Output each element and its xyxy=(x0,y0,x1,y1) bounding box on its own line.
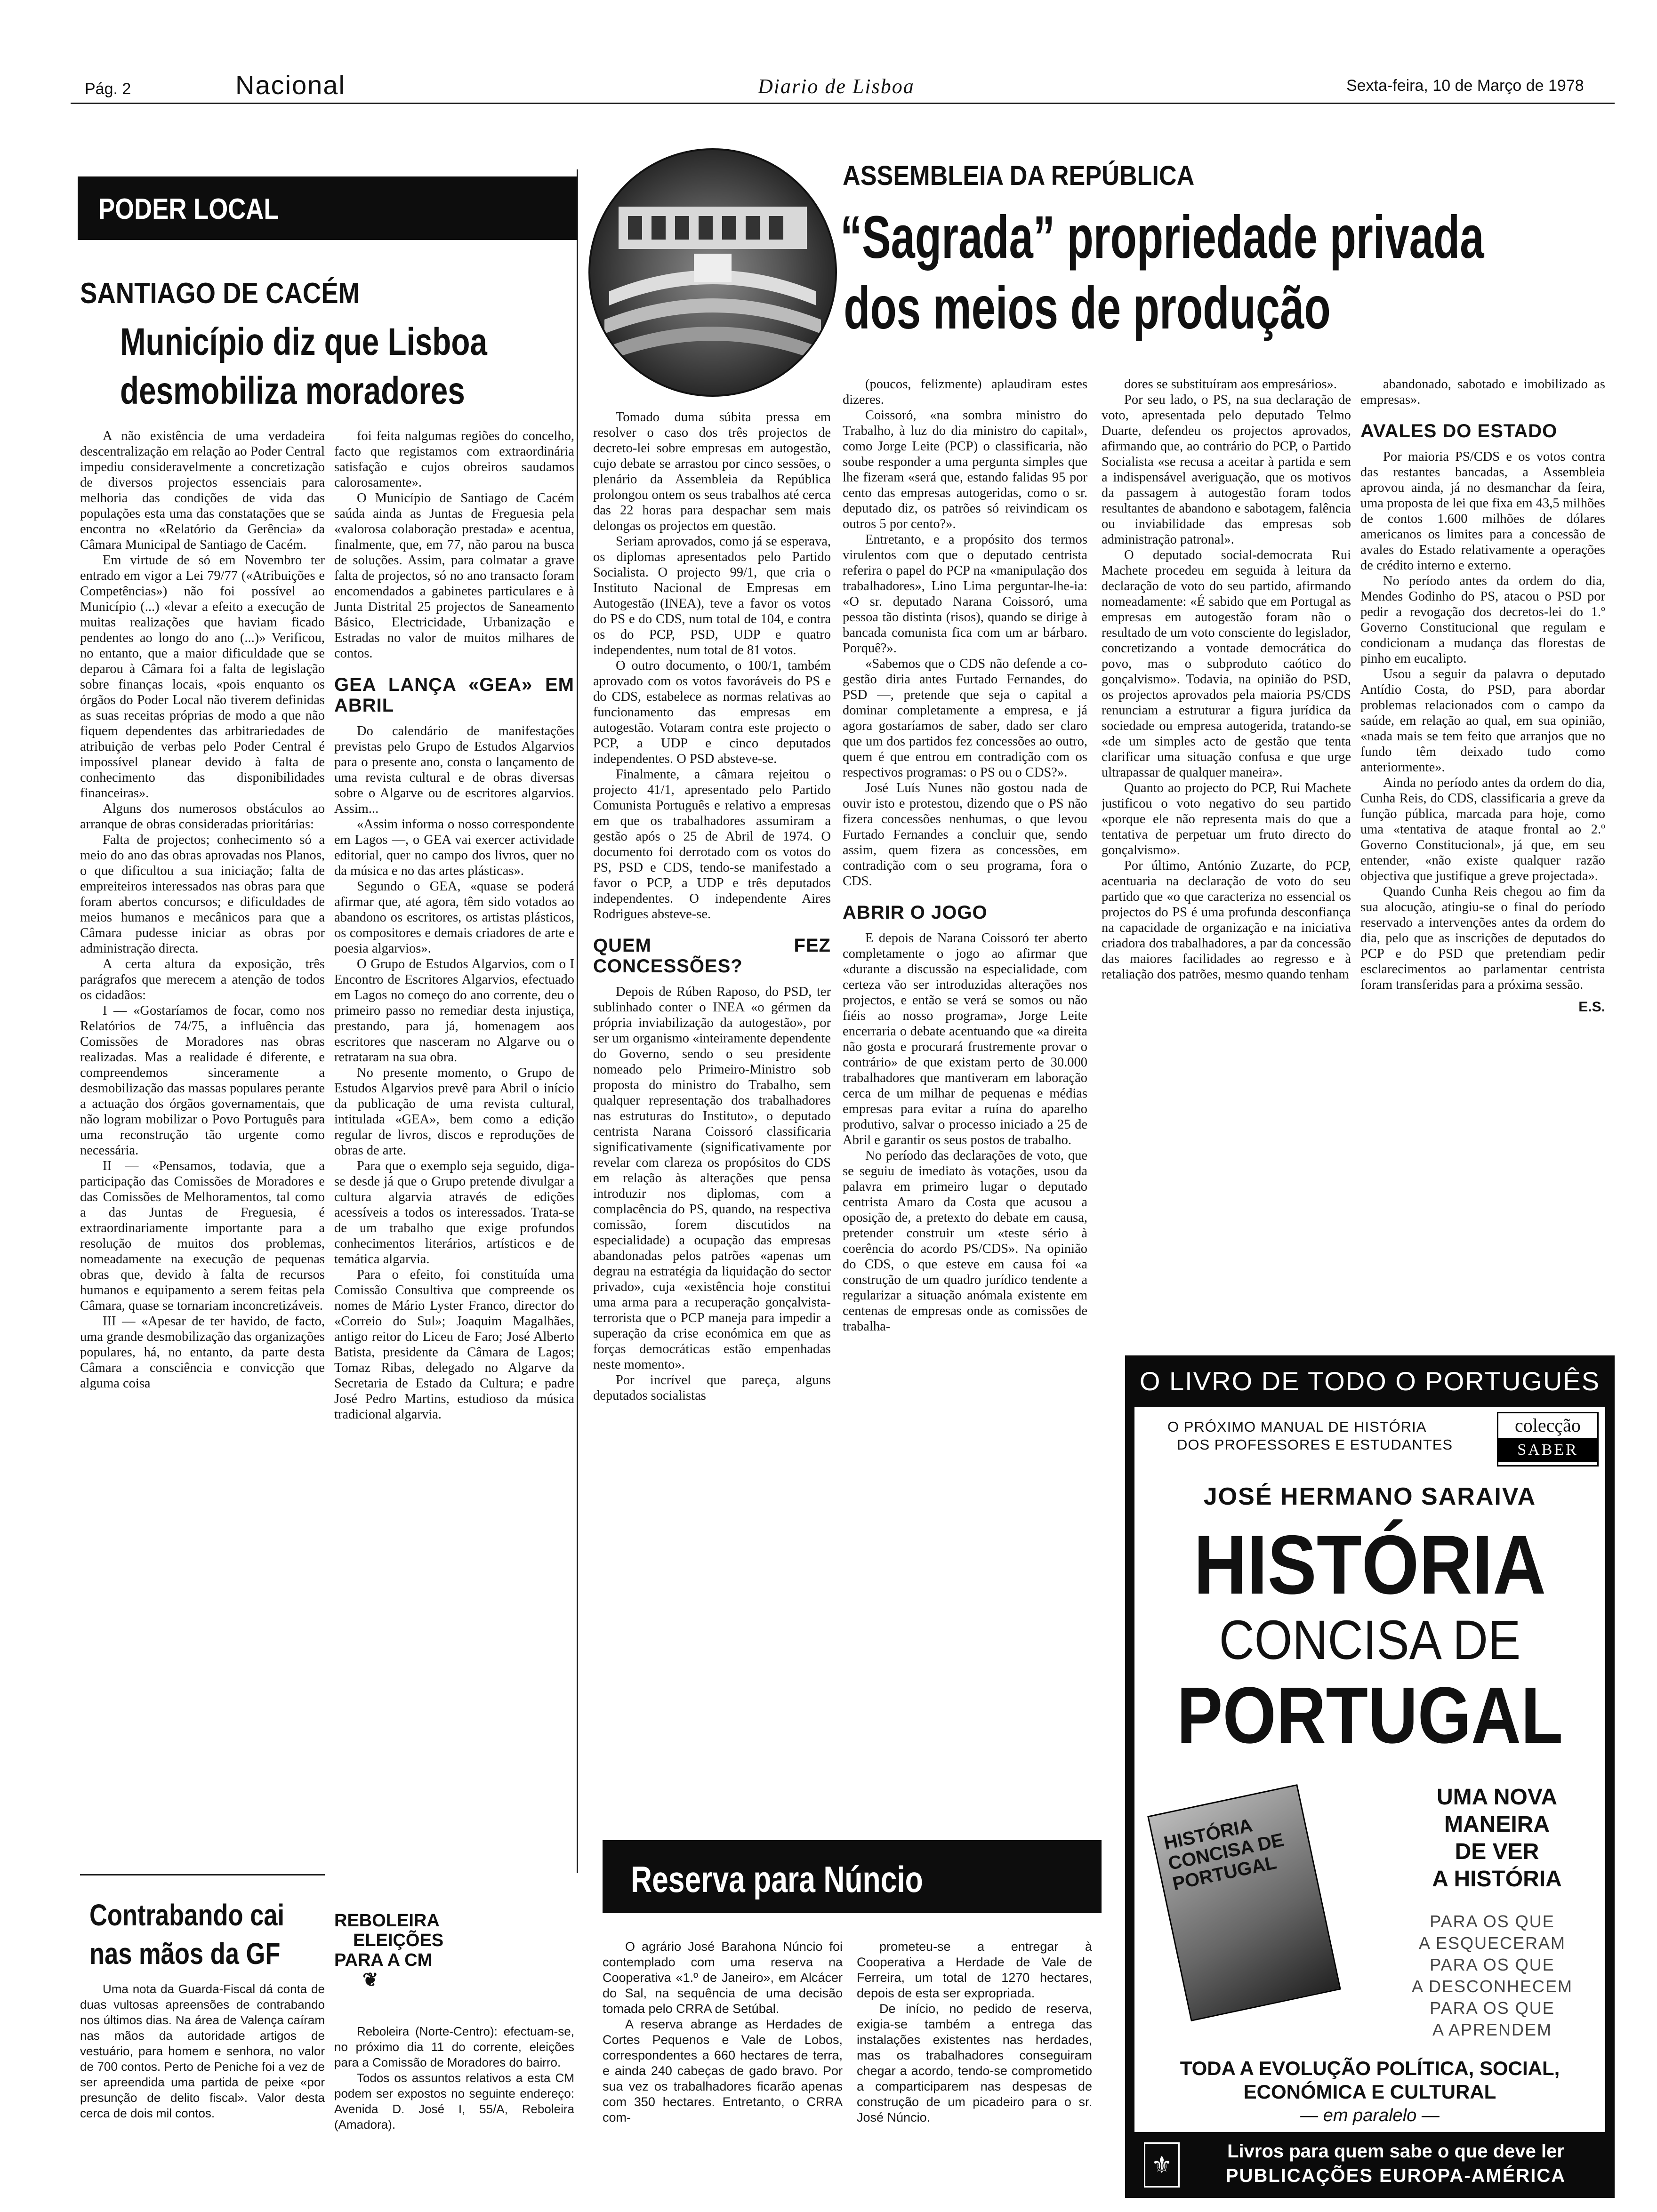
paragraph: Depois de Rúben Raposo, do PSD, ter sublinhado conter o INEA «o gérmen da própria inviabilização da autogestão», por ser um organismo «inteiramente dependente do Governo, sendo o seu presidente nomeado pelo Primeiro-Ministro sob proposta do ministro do Trabalho, sem qualquer representação dos trabalhadores nas estruturas do Instituto», o deputado centrista Narana Coissoró classificaria significativamente (significativamente por revelar com clareza os propósitos do CDS em relação às alterações que pensa introduzir nos diplomas, com a complacência do PS, quando, na respectiva comissão, forem discutidos na especialidade) a ocupação das empresas abandonadas pelos patrões «apenas um degrau na estratégia da liquidação do sector privado», cuja «existência hoje constitui uma arma para a recuperação gonçalvista-terrorista que o PCP maneja para impedir a superação da crise económica em que as forças democráticas estão empenhadas neste momento». xyxy=(593,985,831,1372)
avales-do-estado-subheading: AVALES DO ESTADO xyxy=(1360,421,1558,441)
paragraph: III — «Apesar de ter havido, de facto, uma grande desmobilização das organizações populares, há, no entanto, da parte desta Câmara a consciência e convicção que alguma coisa xyxy=(80,1314,325,1391)
contrabando-rule xyxy=(80,1874,325,1875)
ad-audience-list xyxy=(1384,1911,1601,2041)
paragraph: O Grupo de Estudos Algarvios, com o I Encontro de Escritores Algarvios, efectuado em Lagos no começo do ano corrente, deu o primeiro passo no remediar desta injustiça, prestando, para já, homenagem aos escritores que nasceram no Algarve ou o retrataram na sua obra. xyxy=(334,957,574,1065)
article-headline xyxy=(120,318,487,416)
paragraph: De início, no pedido de reserva, exigia-se também a entrega das instalações existentes nas herdades, mas os trabalhadores conseguiram chegar a acordo, tendo-se comprometido a comparticiparem nas despesas de construção de um picadeiro para o sr. José Núncio. xyxy=(857,2002,1092,2124)
headline-line-2: desmobiliza moradores xyxy=(120,369,465,412)
headline-line-1: Contrabando cai xyxy=(89,1898,285,1932)
tagline-line-4: A HISTÓRIA xyxy=(1432,1867,1562,1891)
paragraph: Por incrível que pareça, alguns deputados socialistas xyxy=(593,1373,831,1403)
ad-bottom-text xyxy=(1134,2057,1605,2127)
tagline-line-2: MANEIRA xyxy=(1444,1812,1550,1837)
ad-tagline xyxy=(1398,1784,1596,1893)
quem-fez-concessoes-subheading: QUEM FEZ CONCESSÕES? xyxy=(593,935,831,977)
ad-top-line: O LIVRO DE TODO O PORTUGUÊS xyxy=(1139,1366,1601,1396)
paragraph: Ainda no período antes da ordem do dia, Cunha Reis, do CDS, classificaria a greve da função pública, marcada para hoje, como uma «tentativa de ataque frontal ao 2.º Governo Constitucional», já que, em seu entender, «não existe qualquer razão objectiva que justifique a greve projectada». xyxy=(1360,776,1605,883)
ad-title-line-2: CONCISA DE xyxy=(1219,1609,1521,1671)
paragraph: A reserva abrange as Herdades de Cortes Pequenos e Vale de Lobos, correspondentes a 660 hectares de terra, e ainda 240 cabeças de gado bravo. Por sua vez os trabalhadores ficarão apenas com 350 hectares. Entretanto, o CRRA com- xyxy=(603,2017,843,2124)
masthead xyxy=(0,0,1657,113)
nuncio-column-2 xyxy=(857,1939,1092,2193)
assembleia-headline xyxy=(840,202,1484,344)
paragraph: O deputado social-democrata Rui Machete procedeu em seguida à leitura da declaração de voto do seu partido, afirmando nomeadamente: «É sabido que em Portugal as empresas em autogestão foram não o resultado de um voto consciente do legislador, concretizando a vontade democrática do povo, mas o subproduto caótico do gonçalvismo». Todavia, na opinião do PSD, os projectos aprovados pela maioria PS/CDS renunciam a estruturar a figura jurídica da sociedade ou empresa autogerida, tratando-se «de um simples acto de gestão que tenta clarificar uma situação confusa e que urge ultrapassar de qualquer maneira». xyxy=(1102,548,1351,780)
collection-logo xyxy=(1497,1412,1599,1467)
book-cover-title: HISTÓRIA CONCISA DE PORTUGAL xyxy=(1162,1815,1286,1895)
paragraph: «Sabemos que o CDS não defende a co-gestão diria antes Furtado Fernandes, do PSD —, pretende que seja o capital a dominar completamente a empresa, e já agora gostaríamos de saber, dado ser claro que um dos partidos fez concessões ao outro, quem é que entrou em contradição com os respectivos programas: o PS ou o CDS?». xyxy=(843,657,1087,780)
nuncio-banner xyxy=(603,1840,1102,1913)
collection-label: colecção xyxy=(1515,1415,1581,1436)
parliament-photo xyxy=(588,148,837,397)
poder-local-column-2 xyxy=(334,428,574,1854)
reboleira-body xyxy=(334,2024,574,2188)
headline-line-1: Município diz que Lisboa xyxy=(120,321,487,363)
collection-name: SABER xyxy=(1498,1438,1597,1462)
paragraph: Do calendário de manifestações previstas pelo Grupo de Estudos Algarvios para o presente ano, consta o lançamento de uma revista cultural e de obras diversas sobre o Algarve ou de escritores algarvios. Assim... xyxy=(334,724,574,816)
paragraph: Por seu lado, o PS, na sua declaração de voto, apresentada pelo deputado Telmo Duarte, defendeu os projectos aprovados, afirmando que, ao contrário do PCP, o Partido Socialista «se recusa a aceitar à partida e sem a indispensável averiguação, que os motivos da passagem à autogestão foram todos resultantes de abandono e sabotagem, falência ou inviabilidade das empresas sob administração patronal». xyxy=(1102,393,1351,547)
paragraph: prometeu-se a entregar à Cooperativa a Herdade de Vale de Ferreira, um total de 1270 hectares, depois de esta ser expropriada. xyxy=(857,1940,1092,2000)
paragraph: Reboleira (Norte-Centro): efectuam-se, no próximo dia 11 do corrente, eleições para a Comissão de Moradores do bairro. xyxy=(334,2024,574,2069)
paragraph: No presente momento, o Grupo de Estudos Algarvios prevê para Abril o início da publicação de uma revista cultural, intitulada «GEA», bem como a edição regular de livros, discos e reproduções de obras de arte. xyxy=(334,1066,574,1158)
paragraph: foi feita nalgumas regiões do concelho, facto que registamos com extraordinária satisfação e cujos obreiros saudamos calorosamente». xyxy=(334,429,574,490)
tagline-line-3: DE VER xyxy=(1455,1839,1539,1864)
ad-author: JOSÉ HERMANO SARAIVA xyxy=(1203,1483,1536,1510)
paragraph: Entretanto, e a propósito dos termos virulentos com que o deputado centrista referira o papel do PCP na «manipulação dos trabalhadores», Lino Lima perguntar-lhe-ia: «O sr. deputado Narana Coissoró, uma pessoa tão distinta (risos), quando se dirige à bancada comunista fica com um ar bárbaro. Porquê?». xyxy=(843,532,1087,656)
paragraph: Seriam aprovados, como já se esperava, os diplomas apresentados pelo Partido Socialista. O projecto 99/1, que cria o Instituto Nacional de Empresas em Autogestão (INEA), teve a favor os votos do PS e do CDS, num total de 104, e contra os do PCP, PSD, UDP e quatro independentes, num total de 81 votos. xyxy=(593,534,831,657)
heading-line-1: REBOLEIRA xyxy=(334,1911,440,1931)
paragraph: Quando Cunha Reis chegou ao fim da sua alocução, atingiu-se o final do período reservado a intervenções antes da ordem do dia, pelo que as inscrições de deputados do PCP e do PSD que pretendiam pedir esclarecimentos ao parlamentar centrista foram transferidas para a próxima sessão. xyxy=(1360,884,1605,992)
paragraph: Por maioria PS/CDS e os votos contra das restantes bancadas, a Assembleia aprovou ainda, já no desmanchar da feira, uma proposta de lei que fixa em 43,5 milhões de contos 1.600 milhões de dólares americanos os limites para a concessão de avales do Estado relativamente a operações de crédito interno e externo. xyxy=(1360,449,1605,573)
bottom-line-3: — em paralelo — xyxy=(1300,2106,1440,2125)
paragraph: Todos os assuntos relativos a esta CM podem ser expostos no seguinte endereço: Avenida D. José I, 55/A, Reboleira (Amadora). xyxy=(334,2071,574,2132)
nuncio-headline: Reserva para Núncio xyxy=(631,1859,923,1900)
page-number: Pág. 2 xyxy=(85,80,131,98)
contrabando-headline xyxy=(89,1896,284,1973)
paragraph: Alguns dos numerosos obstáculos ao arranque de obras consideradas prioritárias: xyxy=(80,801,325,832)
paragraph: No período das declarações de voto, que se seguiu de imediato às votações, usou da palavra em primeiro lugar o deputado centrista Amaro da Costa que acusou a oposição de, a pretexto do debate em causa, pretender construir um «teste sério à coerência do acordo PS/CDS». Na opinião do CDS, o que esteve em causa foi «a construção de um quadro jurídico tendente a regularizar a situação anómala existente em centenas de empresas onde as comissões de trabalha- xyxy=(843,1148,1087,1334)
audience-line-1: PARA OS QUE xyxy=(1430,1912,1555,1931)
audience-line-4: A DESCONHECEM xyxy=(1411,1977,1573,1996)
paragraph: abandonado, sabotado e imobilizado as empresas». xyxy=(1360,377,1605,407)
paragraph: Finalmente, a câmara rejeitou o projecto 41/1, apresentado pelo Partido Comunista Português e relativo a empresas em que os trabalhadores assumiram a gestão após o 25 de Abril de 1974. O documento foi derrotado com os votos do PS, PSD e CDS, tendo-se manifestado a favor o PCP, a UDP e três deputados independentes. O independente Aires Rodrigues absteve-se. xyxy=(593,767,831,922)
audience-line-2: A ESQUECERAM xyxy=(1418,1933,1566,1953)
tagline-line-1: UMA NOVA xyxy=(1437,1785,1557,1810)
footer-line-1: Livros para quem sabe o que deve ler xyxy=(1227,2141,1564,2162)
assembleia-column-3 xyxy=(1102,377,1351,1294)
paragraph: Em virtude de só em Novembro ter entrado em vigor a Lei 79/77 («Atribuições e Competências») não foi possível ao Município (...) «levar a efeito a execução de muitas realizações que haviam ficado pendentes ao longo do ano (...)» Verificou, no entanto, que a maior dificuldade que se deparou à Câmara foi a falta de legislação sobre finanças locais, «pois enquanto os órgãos do Poder Local não tiverem definidas as suas receitas próprias de modo a que não fiquem dependentes das arbitrariedades de atribuição de verbas pelo Poder Central é impossível planear devido à falta de conhecimento das disponibilidades financeiras». xyxy=(80,553,325,801)
book-advertisement xyxy=(1125,1355,1615,2198)
heading-line-3: PARA A CM xyxy=(334,1950,433,1970)
headline-line-1: “Sagrada” propriedade privada xyxy=(840,204,1484,271)
assembleia-kicker: ASSEMBLEIA DA REPÚBLICA xyxy=(843,160,1195,191)
paragraph: Para o efeito, foi constituída uma Comissão Consultiva que compreende os nomes de Mário Lyster Franco, director do «Correio do Sul»; Joaquim Magalhães, antigo reitor do Liceu de Faro; José Alberto Batista, presidente da Câmara de Lagos; Tomaz Ribas, delegado no Algarve da Secretaria de Estado da Cultura; e padre José Pedro Martins, estudioso da música tradicional algarvia. xyxy=(334,1267,574,1422)
paragraph: O outro documento, o 100/1, também aprovado com os votos favoráveis do PS e do CDS, estabelece as normas relativas ao funcionamento das empresas em autogestão. Votaram contra este projecto o PCP, a UDP e cinco deputados independentes. O PSD absteve-se. xyxy=(593,658,831,766)
nuncio-column-1 xyxy=(603,1939,843,2193)
poder-local-column-1 xyxy=(80,428,325,1850)
paragraph: Para que o exemplo seja seguido, diga-se desde já que o Grupo pretende divulgar a cultura algarvia através de edições acessíveis a todos os interessados. Trata-se de um trabalho que exige profundos conhecimentos literários, artísticos e de temática algarvia. xyxy=(334,1159,574,1266)
assembleia-column-2 xyxy=(843,377,1087,1887)
paragraph: Usou a seguir da palavra o deputado Antídio Costa, do PSD, para abordar problemas relacionados com o campo da saúde, em relação ao qual, em sua opinião, «nada mais se tem feito que arranjos que no fundo têm deixado tudo como anteriormente». xyxy=(1360,667,1605,775)
contrabando-body xyxy=(80,1981,325,2188)
paragraph: O agrário José Barahona Núncio foi contemplado com uma reserva na Cooperativa «1.º de Janeiro», em Alcácer do Sal, na sequência de uma decisão tomada pelo CRRA de Setúbal. xyxy=(603,1940,843,2016)
audience-line-5: PARA OS QUE xyxy=(1430,1998,1555,2018)
book-cover-image xyxy=(1147,1784,1341,2021)
section-name: Nacional xyxy=(235,70,346,100)
headline-line-2: dos meios de produção xyxy=(844,274,1331,342)
paragraph: A não existência de uma verdadeira descentralização em relação ao Poder Central impediu consideravelmente a concretização de diversos projectos essenciais para melhoria das condições de vida das populações esta uma das constatações que se encontra no «Relatório da Gerência» da Câmara Municipal de Santiago de Cacém. xyxy=(80,429,325,552)
paragraph: (poucos, felizmente) aplaudiram estes dizeres. xyxy=(843,377,1087,407)
paragraph: Uma nota da Guarda-Fiscal dá conta de duas vultosas apreensões de contrabando nos últimos dias. Na área de Valença caíram nas mãos da autoridade artigos de vestuário, para homem e senhora, no valor de 700 contos. Perto de Peniche foi a vez de ser apreendida uma partida de peixe «por presunção de delito fiscal». Valor desta cerca de dois mil contos. xyxy=(80,1982,325,2120)
paragraph: Por último, António Zuzarte, do PCP, acentuaria na declaração de voto do seu partido que «o que caracteriza no essencial os projectos do PS é uma profunda desconfiança na capacidade de organização e na iniciativa criadora dos trabalhadores, a par da concessão das maiores facilidades ao regresso e à retaliação dos patrões, mesmo quando tenham xyxy=(1102,858,1351,982)
footer-line-2: PUBLICAÇÕES EUROPA-AMÉRICA xyxy=(1225,2165,1566,2186)
paragraph: E depois de Narana Coissoró ter aberto completamente o jogo ao afirmar que «durante a discussão na especialidade, com certeza vão ser introduzidas alterações nos projectos, e então se verá se somos ou não fiéis ao nosso programa», Jorge Leite encerraria o debate acentuando que «a direita não gosta e procurará frustremente provar o contrário» de que existam perto de 30.000 trabalhadores que mantiveram em laboração cerca de um milhar de pequenas e médias empresas para evitar a ruína do aparelho produtivo, salvar o processo iniciado a 25 de Abril e garantir os seus postos de trabalho. xyxy=(843,931,1087,1147)
paragraph: I — «Gostaríamos de focar, como nos Relatórios de 74/75, a influência das Comissões de Moradores nas obras realizadas. Mas a realidade é diferente, e compreendemos sinceramente a desmobilização das massas populares perante a actuação dos órgãos governamentais, que não logram mobilizar o Povo Português para uma reconstrução tão urgente como necessária. xyxy=(80,1003,325,1158)
article-kicker: SANTIAGO DE CACÉM xyxy=(80,277,360,310)
ad-title-line-3: PORTUGAL xyxy=(1176,1671,1563,1760)
audience-line-3: PARA OS QUE xyxy=(1430,1955,1555,1974)
poder-local-banner xyxy=(78,176,577,240)
author-signature: E.S. xyxy=(1578,999,1605,1015)
bottom-line-2: ECONÓMICA E CULTURAL xyxy=(1243,2081,1496,2103)
issue-date: Sexta-feira, 10 de Março de 1978 xyxy=(1346,77,1584,95)
paragraph: No período antes da ordem do dia, Mendes Godinho do PS, atacou o PSD por pedir a revogação dos decretos-lei do 1.º Governo Constitucional que regulam e condicionam a mudança das florestas de pinho em eucalipto. xyxy=(1360,574,1605,666)
paragraph: Segundo o GEA, «quase se poderá afirmar que, até agora, têm sido votados ao abandono os escritores, os artistas plásticos, os compositores e demais criadores de arte e poesia algarvios». xyxy=(334,879,574,956)
ad-title-line-1: HISTÓRIA xyxy=(1193,1518,1546,1611)
paragraph: O Município de Santiago de Cacém saúda ainda as Juntas de Freguesia pela «valorosa colaboração prestada» e acentua, finalmente, que, em 77, não parou na busca de soluções. Assim, para colmatar a grave falta de projectos, só no ano transacto foram encomendados a gabinetes particulares e à Junta Distrital 25 projectos de Saneamento Básico, Electricidade, Urbanização e Estradas no valor de muitos milhares de contos. xyxy=(334,491,574,661)
paragraph: Tomado duma súbita pressa em resolver o caso dos três projectos de decreto-lei sobre empresas em autogestão, cujo debate se arrastou por cinco sessões, o plenário da Assembleia da República prolongou ontem os seus trabalhos até cerca das 22 horas para despachar sem mais delongas os projectos em questão. xyxy=(593,410,831,533)
abrir-o-jogo-subheading: ABRIR O JOGO xyxy=(843,902,988,923)
publisher-logo-icon: ⚜ xyxy=(1144,2142,1180,2188)
heading-line-2: ELEIÇÕES xyxy=(353,1931,444,1950)
left-column-rule xyxy=(577,169,578,1873)
paragraph: II — «Pensamos, todavia, que a participação das Comissões de Moradores e das Comissões de Melhoramentos, tal como a das Juntas de Freguesia, é extraordinariamente importante para a resolução de muitos dos problemas, nomeadamente na execução de pequenas obras que, devido à falta de recursos humanos e equipamento a serem feitas pela Câmara, quase se tornariam inconcretizáveis. xyxy=(80,1159,325,1313)
ad-footer xyxy=(1182,2139,1610,2188)
paragraph: dores se substituíram aos empresários». xyxy=(1124,377,1337,392)
audience-line-6: A APRENDEM xyxy=(1432,2020,1552,2039)
paragraph: Coissoró, «na sombra ministro do Trabalho, à luz do dia ministro do capital», como Jorge Leite (PCP) o classificaria, não soube responder a uma pergunta simples que lhe fizeram «será que, estando falidas 95 por cento das empresas autogeridas, como o sr. deputado diz, os patrões só reivindicam os outros 5 por cento?». xyxy=(843,408,1087,531)
reboleira-heading xyxy=(334,1911,570,1990)
parliament-chamber-illustration xyxy=(590,150,835,395)
paragraph: A certa altura da exposição, três parágrafos que merecem a atenção de todos os cidadãos: xyxy=(80,957,325,1002)
masthead-rule xyxy=(71,103,1615,104)
ornament-icon: ❦ xyxy=(362,1970,378,1990)
assembleia-column-4 xyxy=(1360,377,1605,1337)
assembleia-column-1 xyxy=(593,409,831,1887)
ad-inner-panel xyxy=(1134,1407,1605,2132)
paragraph: José Luís Nunes não gostou nada de ouvir isto e protestou, dizendo que o PS não fizera concessões nenhumas, o que levou Furtado Fernandes a concluir que, sendo assim, quem fizera as concessões, em contradição com o seu programa, fora o CDS. xyxy=(843,781,1087,889)
newspaper-name: Diario de Lisboa xyxy=(758,75,915,98)
ad-manual-line-1: O PRÓXIMO MANUAL DE HISTÓRIA xyxy=(1167,1419,1427,1435)
paragraph: Quanto ao projecto do PCP, Rui Machete justificou o voto negativo do seu partido «porque ele não representa mais do que a tentativa de perpetuar um fruto directo do gonçalvismo». xyxy=(1102,781,1351,858)
gea-subheading: GEA LANÇA «GEA» EM ABRIL xyxy=(334,674,574,716)
paragraph: «Assim informa o nosso correspondente em Lagos —, o GEA vai exercer actividade editorial, quer no campo dos livros, quer no da música e no das artes plásticas». xyxy=(334,817,574,878)
paragraph: Falta de projectos; conhecimento só a meio do ano das obras aprovadas nos Planos, o que dificultou a sua iniciação; falta de empreiteiros interessados nas obras para que foram abertos concursos; e dificuldades de meios humanos e mecânicos para que a Câmara pudesse iniciar as obras por administração directa. xyxy=(80,833,325,956)
headline-line-2: nas mãos da GF xyxy=(89,1937,281,1971)
bottom-line-1: TODA A EVOLUÇÃO POLÍTICA, SOCIAL, xyxy=(1180,2057,1560,2079)
poder-local-label: PODER LOCAL xyxy=(98,193,279,225)
ad-manual-line-2: DOS PROFESSORES E ESTUDANTES xyxy=(1177,1436,1453,1453)
